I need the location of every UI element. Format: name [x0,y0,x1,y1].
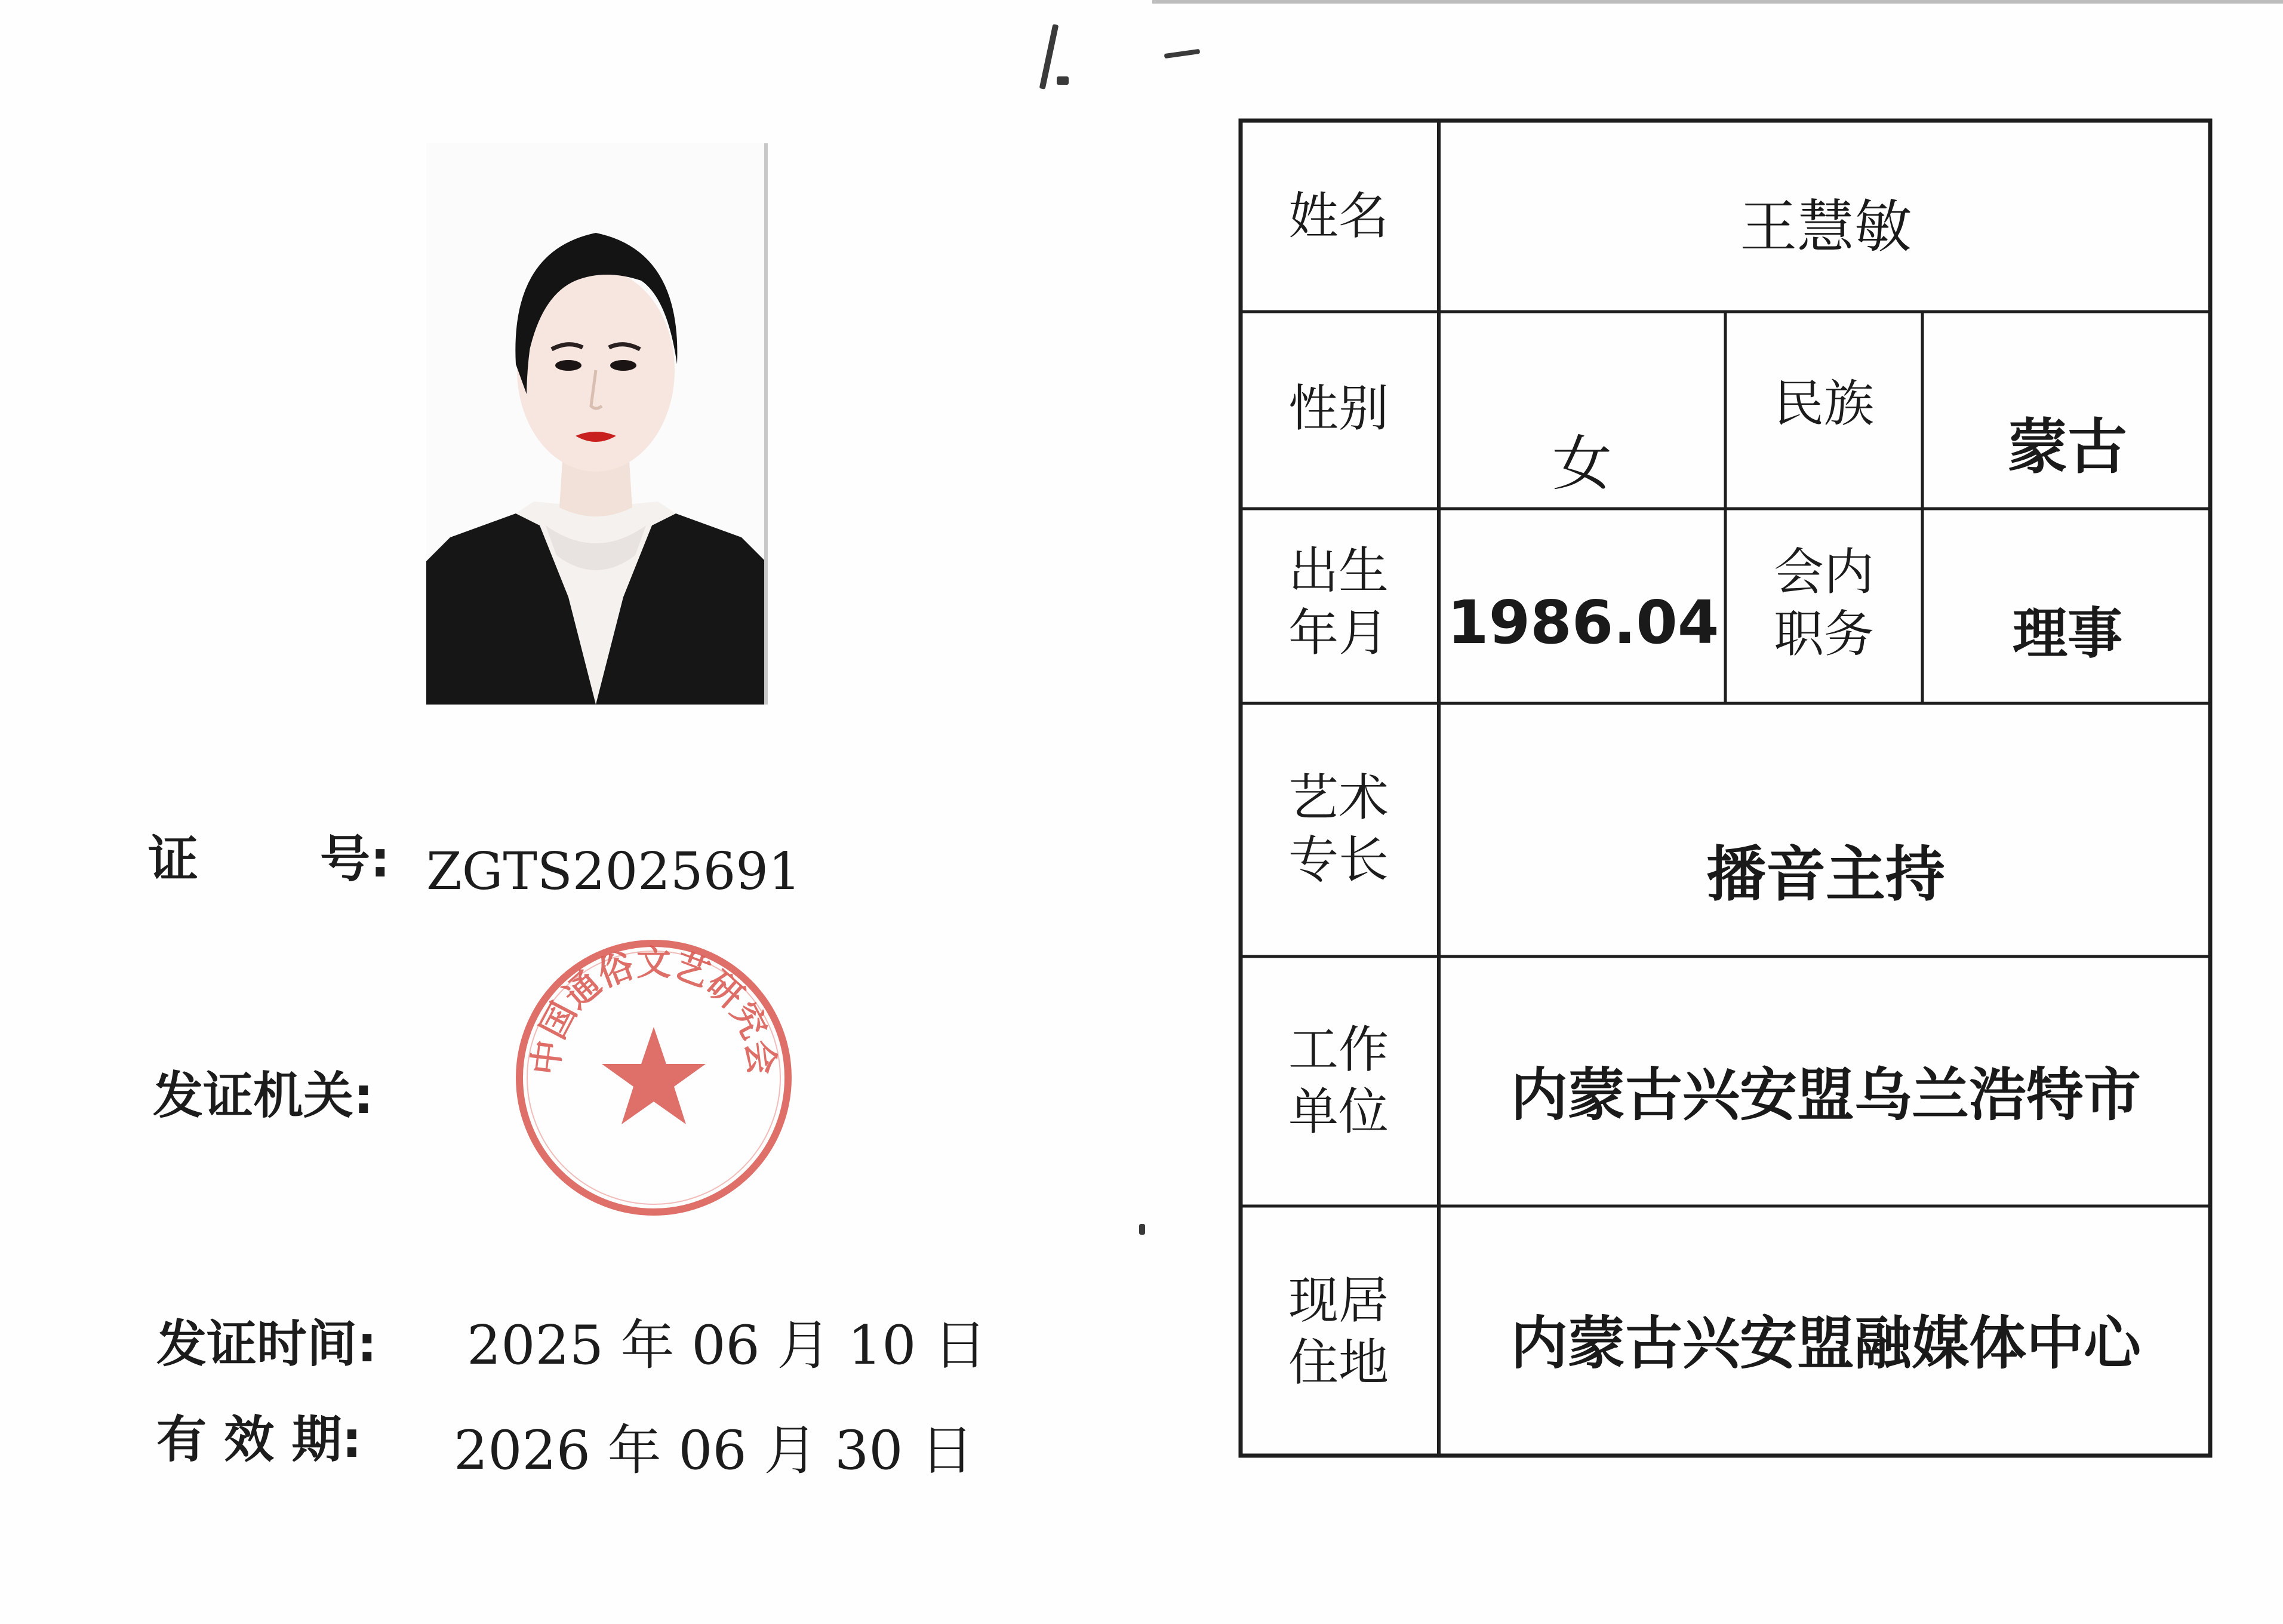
member-info-table [1238,118,2213,1458]
star-icon [602,1027,706,1124]
issue-date-label: 发证时间: [156,1315,377,1373]
fold-mark [1139,1224,1145,1235]
fold-mark [1039,24,1059,90]
issuer-stamp [513,937,794,1218]
issue-date: 2025 年 06 月 10 日 [467,1314,987,1377]
position-value: 理事 [2012,602,2122,666]
stamp-text: 中国通俗文艺研究会 [525,942,783,1077]
residence-value: 内蒙古兴安盟融媒体中心 [1510,1310,2141,1377]
residence-label-line-1: 现居 [1288,1271,1389,1330]
certificate-number-label: 证 [148,830,199,888]
portrait-photo [426,143,765,705]
birth-value: 1986.04 [1447,588,1719,657]
birth-label-line-2: 年月 [1288,604,1389,662]
residence-label-line-2: 住地 [1288,1333,1389,1392]
employer-label-line-2: 单位 [1288,1082,1389,1141]
specialty-label [1238,767,1439,891]
page-edge [1152,0,2283,4]
position-label [1725,541,1922,665]
specialty-label-line-1: 艺术 [1288,768,1389,827]
ethnicity-label: 民族 [1773,374,1874,433]
position-label-line-2: 职务 [1773,605,1874,663]
birth-label [1238,540,1439,664]
employer-label-line-1: 工作 [1288,1020,1389,1079]
member-name: 王慧敏 [1740,193,1912,260]
specialty-label-line-2: 专长 [1288,831,1389,889]
fold-mark [1164,49,1201,59]
photo-edge [764,143,768,705]
certificate-number: ZGTS2025691 [426,842,801,902]
gender-label: 性别 [1288,379,1389,438]
certificate-number-label-2: 号: [320,830,390,888]
birth-label-line-1: 出生 [1288,542,1389,600]
valid-until-label: 有 效 期: [156,1410,362,1469]
issuer-label: 发证机关: [153,1066,374,1125]
employer-value: 内蒙古兴安盟乌兰浩特市 [1510,1062,2141,1128]
position-label-line-1: 会内 [1773,543,1874,601]
valid-until: 2026 年 06 月 30 日 [454,1419,974,1482]
gender-value: 女 [1552,429,1612,499]
residence-label [1238,1269,1439,1394]
specialty-value: 播音主持 [1706,839,1945,909]
employer-label [1238,1019,1439,1143]
fold-mark [1057,76,1069,85]
ethnicity-value: 蒙古 [2008,412,2127,482]
name-label: 姓名 [1288,187,1389,245]
